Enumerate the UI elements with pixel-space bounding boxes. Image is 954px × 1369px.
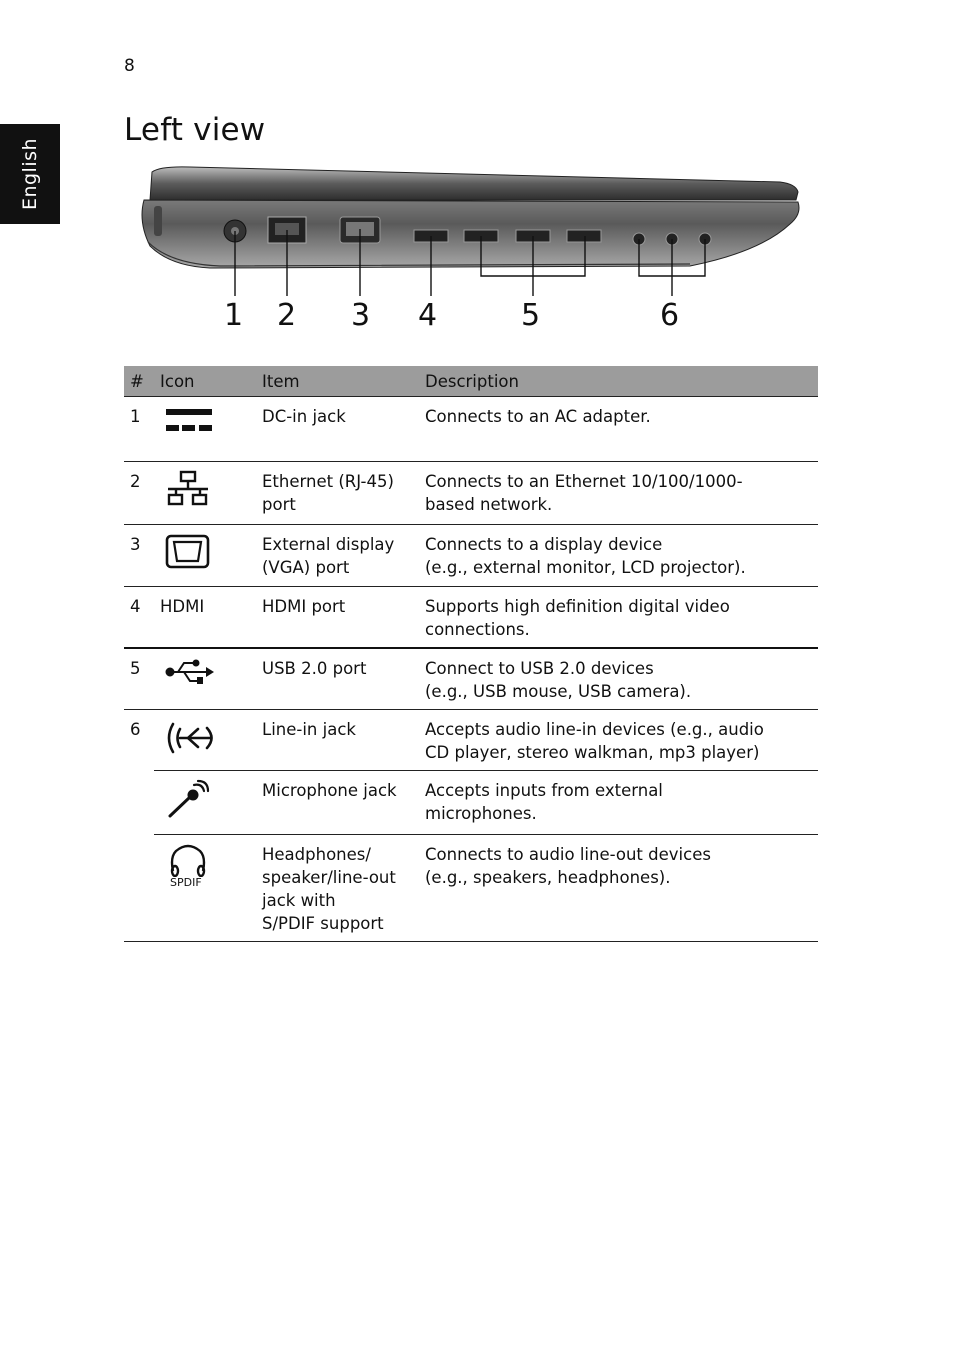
description-line: Accepts audio line-in devices (e.g., audio	[425, 720, 764, 739]
description-line: CD player, stereo walkman, mp3 player)	[425, 743, 760, 762]
item-line: External display	[262, 535, 395, 554]
description-line: Connects to an AC adapter.	[425, 407, 651, 426]
row-number: 5	[124, 648, 154, 710]
item-line: USB 2.0 port	[262, 659, 367, 678]
callout-1: 1	[224, 298, 244, 333]
description-line: Accepts inputs from external	[425, 781, 663, 800]
row-number: 1	[124, 397, 154, 462]
line-in-icon	[164, 718, 220, 758]
callout-6: 6	[660, 298, 680, 333]
item-line: speaker/line-out	[262, 868, 396, 887]
row-number: 6	[130, 720, 141, 739]
description-line: (e.g., external monitor, LCD projector).	[425, 558, 746, 577]
description-line: (e.g., speakers, headphones).	[425, 868, 671, 887]
description-line: based network.	[425, 495, 553, 514]
item-line: Microphone jack	[262, 781, 397, 800]
header-icon: Icon	[154, 366, 256, 397]
dc-in-icon	[164, 405, 216, 437]
microphone-icon	[164, 779, 214, 821]
language-tab	[0, 124, 60, 224]
hdmi-icon-text: HDMI	[154, 587, 256, 649]
description-line: microphones.	[425, 804, 537, 823]
item-line: Headphones/	[262, 845, 371, 864]
callout-5: 5	[521, 298, 541, 333]
callout-2: 2	[277, 298, 297, 333]
usb-icon	[164, 657, 216, 687]
row-number: 3	[124, 525, 154, 587]
row-number: 2	[124, 462, 154, 525]
table-row	[124, 587, 818, 649]
table-row	[124, 525, 818, 587]
row-number	[124, 835, 154, 942]
item-line: S/PDIF support	[262, 914, 384, 933]
description-line: Connect to USB 2.0 devices	[425, 659, 654, 678]
page-number: 8	[124, 56, 135, 76]
description-line: Supports high definition digital video	[425, 597, 730, 616]
item-line: Ethernet (RJ-45)	[262, 472, 394, 491]
header-number: #	[124, 366, 154, 397]
item-line: (VGA) port	[262, 558, 350, 577]
ethernet-icon	[164, 470, 214, 508]
description-line: (e.g., USB mouse, USB camera).	[425, 682, 692, 701]
table-row	[124, 835, 818, 942]
description-line: connections.	[425, 620, 530, 639]
item-line: jack with	[262, 891, 336, 910]
spdif-label: SPDIF	[170, 876, 202, 889]
language-tab-label: English	[19, 137, 42, 211]
header-item: Item	[256, 366, 419, 397]
description-line: Connects to an Ethernet 10/100/1000-	[425, 472, 743, 491]
item-line: Line-in jack	[262, 720, 356, 739]
description-line: Connects to a display device	[425, 535, 663, 554]
item-line: port	[262, 495, 296, 514]
item-line: DC-in jack	[262, 407, 346, 426]
row-number: 4	[124, 587, 154, 649]
headphones-icon	[164, 843, 212, 877]
vga-icon	[164, 533, 212, 571]
table-header-row	[124, 366, 818, 397]
header-description: Description	[419, 366, 818, 397]
item-line: HDMI port	[262, 597, 346, 616]
table-row	[124, 710, 818, 771]
ports-table	[124, 366, 818, 942]
row-number	[124, 771, 154, 835]
callout-3: 3	[351, 298, 371, 333]
table-row	[124, 462, 818, 525]
page-title: Left view	[124, 112, 266, 148]
description-line: Connects to audio line-out devices	[425, 845, 711, 864]
table-row	[124, 771, 818, 835]
table-row	[124, 397, 818, 462]
table-row	[124, 648, 818, 710]
callout-4: 4	[418, 298, 438, 333]
